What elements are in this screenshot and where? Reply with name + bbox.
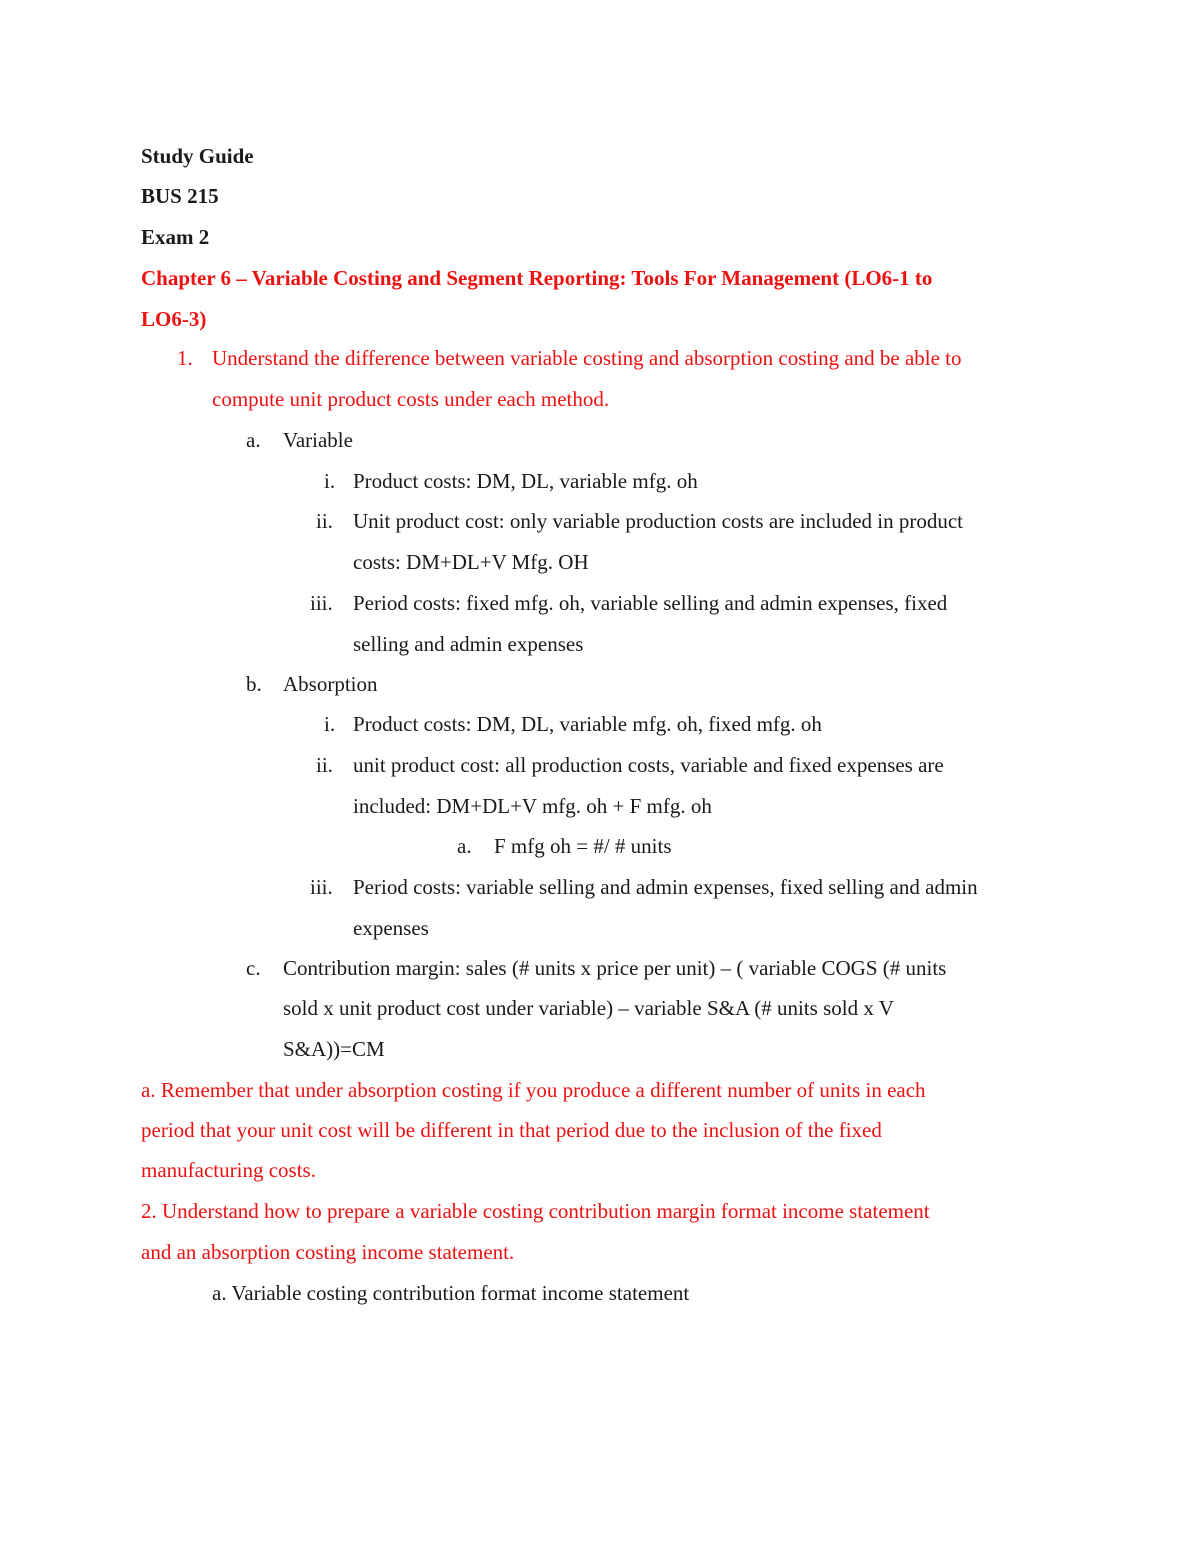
item-1b-ii-line1: unit product cost: all production costs, variable and fixed expenses are: [353, 753, 944, 777]
item-1-line1: Understand the difference between variable costing and absorption costing and be able to: [212, 346, 962, 370]
note-a-line1: a. Remember that under absorption costing if you produce a different number of units in each: [141, 1078, 926, 1102]
item-1c-line1: Contribution margin: sales (# units x price per unit) – ( variable COGS (# units: [283, 956, 947, 980]
item-1a-iii-marker: iii.: [310, 591, 333, 615]
document-title: Study Guide: [141, 144, 254, 168]
item-1c-line2: sold x unit product cost under variable) – variable S&A (# units sold x V: [283, 996, 894, 1020]
item-1a-i-text: Product costs: DM, DL, variable mfg. oh: [353, 469, 698, 493]
item-1b-ii-line2: included: DM+DL+V mfg. oh + F mfg. oh: [353, 794, 712, 818]
item-1c-line3: S&A))=CM: [283, 1037, 385, 1061]
item-2-line2: and an absorption costing income statement.: [141, 1240, 515, 1264]
note-a-line2: period that your unit cost will be different in that period due to the inclusion of the fixed: [141, 1118, 882, 1142]
item-1c-marker: c.: [246, 956, 261, 980]
item-2a-text: a. Variable costing contribution format income statement: [212, 1281, 690, 1305]
chapter-heading-line2: LO6-3): [141, 307, 207, 331]
note-a-line3: manufacturing costs.: [141, 1158, 316, 1182]
item-1b-i-marker: i.: [324, 712, 336, 736]
item-1b-iii-line2: expenses: [353, 916, 429, 940]
item-1b-i-text: Product costs: DM, DL, variable mfg. oh, fixed mfg. oh: [353, 712, 822, 736]
item-1b-ii-marker: ii.: [316, 753, 333, 777]
item-2-line1: 2. Understand how to prepare a variable costing contribution margin format income statement: [141, 1199, 930, 1223]
exam-label: Exam 2: [141, 225, 210, 249]
item-1a-i-marker: i.: [324, 469, 336, 493]
item-1b-marker: b.: [246, 672, 262, 696]
item-1a-iii-line2: selling and admin expenses: [353, 632, 584, 656]
item-1a-ii-line1: Unit product cost: only variable production costs are included in product: [353, 509, 964, 533]
chapter-heading-line1: Chapter 6 – Variable Costing and Segment Reporting: Tools For Management (LO6-1 to: [141, 266, 933, 290]
item-1-line2: compute unit product costs under each method.: [212, 387, 610, 411]
item-1-marker: 1.: [177, 346, 193, 370]
item-1b-iii-line1: Period costs: variable selling and admin expenses, fixed selling and admin: [353, 875, 978, 899]
course-code: BUS 215: [141, 184, 219, 208]
item-1a-ii-line2: costs: DM+DL+V Mfg. OH: [353, 550, 589, 574]
item-1a-iii-line1: Period costs: fixed mfg. oh, variable selling and admin expenses, fixed: [353, 591, 948, 615]
item-1b-label: Absorption: [283, 672, 378, 696]
item-1a-ii-marker: ii.: [316, 509, 333, 533]
item-1a-marker: a.: [246, 428, 261, 452]
item-1b-iii-marker: iii.: [310, 875, 333, 899]
item-1b-ii-sub-text: F mfg oh = #/ # units: [494, 834, 672, 858]
item-1b-ii-sub-marker: a.: [457, 834, 472, 858]
item-1a-label: Variable: [283, 428, 353, 452]
